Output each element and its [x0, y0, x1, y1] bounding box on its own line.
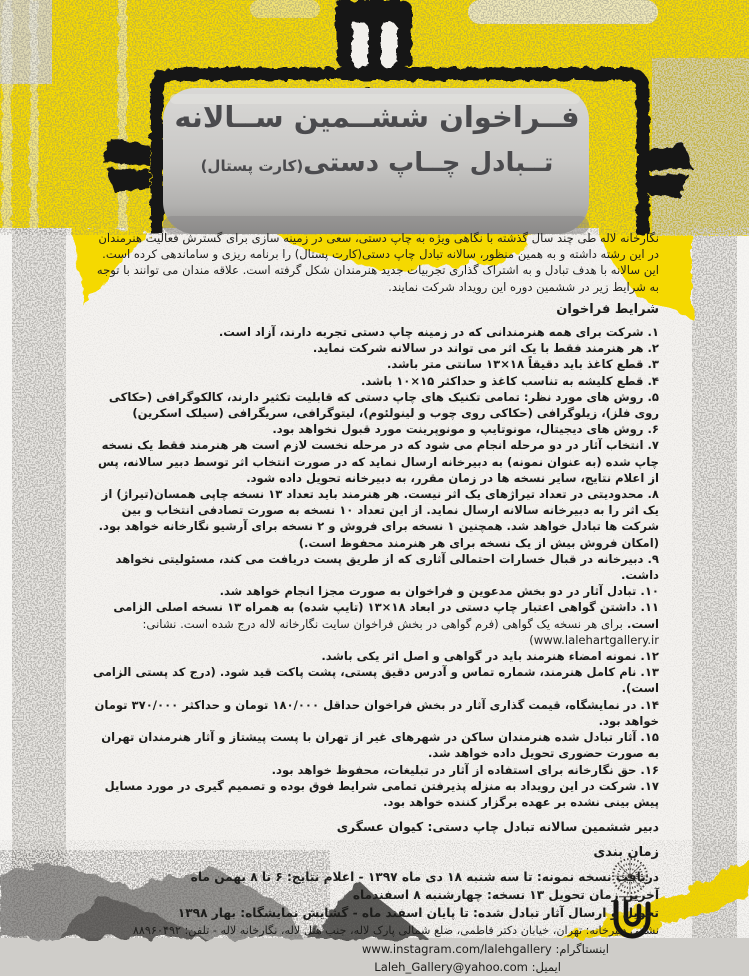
- title-line-2: [166, 148, 588, 178]
- secretariat-address: نشانی دبیرخانه: تهران، خیابان دکتر فاطمی، ضلع شمالی پارک لاله، جنب هتل لاله، نگارخانه لاله - تلفن: ۸۸۹۶۰۴۹۲: [132, 923, 659, 937]
- title-line-2-main: تــبادل چــاپ دستی: [303, 148, 554, 178]
- condition-item-11-main: ۱۱. داشتن گواهی اعتبار چاپ دستی در ابعاد ۱۸×۱۳ (تایپ شده) به همراه ۱۳ نسخه اصلی الزامی است.: [113, 600, 659, 631]
- conditions-heading: شرایط فراخوان: [556, 301, 659, 317]
- condition-item-14: ۱۴. در نمایشگاه، قیمت گذاری آثار در بخش فراخوان حداقل ۱۸۰/۰۰۰ تومان و حداکثر ۳۷۰/۰۰۰ تومان خواهد بود.: [94, 697, 659, 728]
- instagram-line: [91, 940, 659, 958]
- director-line: دبیر ششمین سالانه تبادل چاپ دستی: کیوان عسگری: [336, 819, 659, 835]
- title-line-1: فــراخوان ششــمین ســالانه: [174, 100, 580, 134]
- condition-item-7: ۷. انتخاب آثار در دو مرحله انجام می شود که در مرحله نخست لازم است هر هنرمند فقط یک نسخه چاپ شده (به عنوان نمونه) به دبیرخانه ارسال نماید که در صورت انتخاب اثر توسط دبیر سالانه، پس از اعلام نتایج، سایر نسخه ها در زمان مقرر، به دبیرخانه تحویل داده شود.: [98, 438, 659, 485]
- condition-item-4: ۴. قطع کلیشه به تناسب کاغذ و حداکثر ۱۵×۱۰ باشد.: [360, 373, 659, 388]
- condition-item-15: ۱۵. آثار تبادل شده هنرمندان ساکن در شهرهای غیر از تهران با پست پیشتاز و آثار هنرمندان تهران به صورت حضوری تحویل داده خواهد شد.: [101, 730, 659, 761]
- condition-item-9: ۹. دبیرخانه در قبال خسارات احتمالی آثاری که از طریق پست دریافت می کند، مسئولیتی نخواهد داشت.: [115, 551, 659, 583]
- email-label: ایمیل:: [531, 959, 561, 974]
- schedule-heading: زمان بندی: [593, 845, 659, 861]
- schedule-line-1: دریافت نسخه نمونه: تا سه شنبه ۱۸ دی ماه ۱۳۹۷ - اعلام نتایج: ۶ تا ۸ بهمن ماه: [190, 869, 659, 884]
- condition-item-6: ۶. روش های دیجیتال، مونوتایپ و مونوپرینت مورد قبول نخواهد بود.: [272, 422, 659, 437]
- title-line-2-suffix: (کارت پستال): [200, 157, 304, 175]
- email-address: Laleh_Gallery@yahoo.com: [374, 959, 528, 974]
- condition-item-5: ۵. روش های مورد نظر: تمامی تکنیک های چاپ دستی که قابلیت تکثیر دارند، کالکوگرافی (حکاکی روی فلز)، زیلوگرافی (حکاکی روی چوب و لینولئوم)، لیتوگرافی، سریگرافی (سیلک اسکرین): [108, 389, 659, 421]
- condition-item-11-note: برای هر نسخه یک گواهی (فرم گواهی در بخش فراخوان سایت نگارخانه لاله درج شده است. نشانی: www.lalehartgallery.ir): [142, 616, 659, 647]
- email-line: [91, 958, 659, 976]
- intro-paragraph: نگارخانه لاله طی چند سال گذشته با نگاهی ویژه به چاپ دستی، سعی در زمینه سازی برای گسترش فعالیت هنرمندان در این رشته داشته و به همین منظور، سالانه تبادل چاپ دستی(کارت پستال) را برنامه ریزی و ساماندهی کرده است. این سالانه با هدف تبادل و به اشتراک گذاری تجربیات جدید هنرمندان شکل گرفته است. علاقه مندان می توانند با توجه به شرایط زیر در ششمین دوره این رویداد شرکت نمایند.: [96, 231, 659, 294]
- condition-item-8: ۸. محدودیتی در تعداد تیراژهای یک اثر نیست. هر هنرمند باید تعداد ۱۳ نسخه چاپی همسان(تیراژ) از یک اثر را به دبیرخانه سالانه ارسال نماید. از این تعداد ۱۰ نسخه به صورت تصادفی انتخاب و بین شرکت ها تبادل خواهد شد. همچنین ۱ نسخه برای فروش و ۲ نسخه برای آرشیو نگارخانه خواهد بود. (امکان فروش بیش از یک نسخه برای هر هنرمند محفوظ است.): [98, 487, 659, 550]
- condition-item-12: ۱۲. نمونه امضاء هنرمند باید در گواهی و اصل اثر یکی باشد.: [321, 649, 659, 664]
- condition-item-11: [91, 599, 659, 648]
- condition-item-16: ۱۶. حق نگارخانه برای استفاده از آثار در تبلیغات، محفوظ خواهد بود.: [271, 762, 659, 777]
- schedule-line-2: آخرین زمان تحویل ۱۳ نسخه: چهارشنبه ۸ اسفندماه: [352, 887, 659, 902]
- poster-body: [91, 230, 659, 976]
- condition-item-1: ۱. شرکت برای همه هنرمندانی که در زمینه چاپ دستی تجربه دارند، آزاد است.: [218, 325, 659, 340]
- condition-item-10: ۱۰. تبادل آثار در دو بخش مدعوین و فراخوان به صورت مجزا انجام خواهد شد.: [219, 584, 659, 599]
- condition-item-13: ۱۳. نام کامل هنرمند، شماره تماس و آدرس دقیق پستی، پشت پاکت قید شود. (درج کد پستی الزامی است).: [92, 665, 659, 696]
- condition-item-3: ۳. قطع کاغذ باید دقیقاً ۱۸×۱۳ سانتی متر باشد.: [387, 357, 659, 372]
- instagram-label: اینستاگرام:: [555, 941, 609, 956]
- instagram-url: www.instagram.com/lalehgallery: [361, 941, 552, 956]
- schedule-line-3: تحویل و ارسال آثار تبادل شده: تا پایان اسفند ماه - گشایش نمایشگاه: بهار ۱۳۹۸: [177, 905, 659, 920]
- poster-title: [166, 100, 588, 178]
- condition-item-17: ۱۷. شرکت در این رویداد به منزله پذیرفتن تمامی شرایط فوق بوده و تصمیم گیری در مورد مسایل پیش بینی نشده بر عهده برگزار کننده خواهد بود.: [104, 778, 659, 809]
- condition-item-2: ۲. هر هنرمند فقط با یک اثر می تواند در سالانه شرکت نماید.: [312, 341, 659, 356]
